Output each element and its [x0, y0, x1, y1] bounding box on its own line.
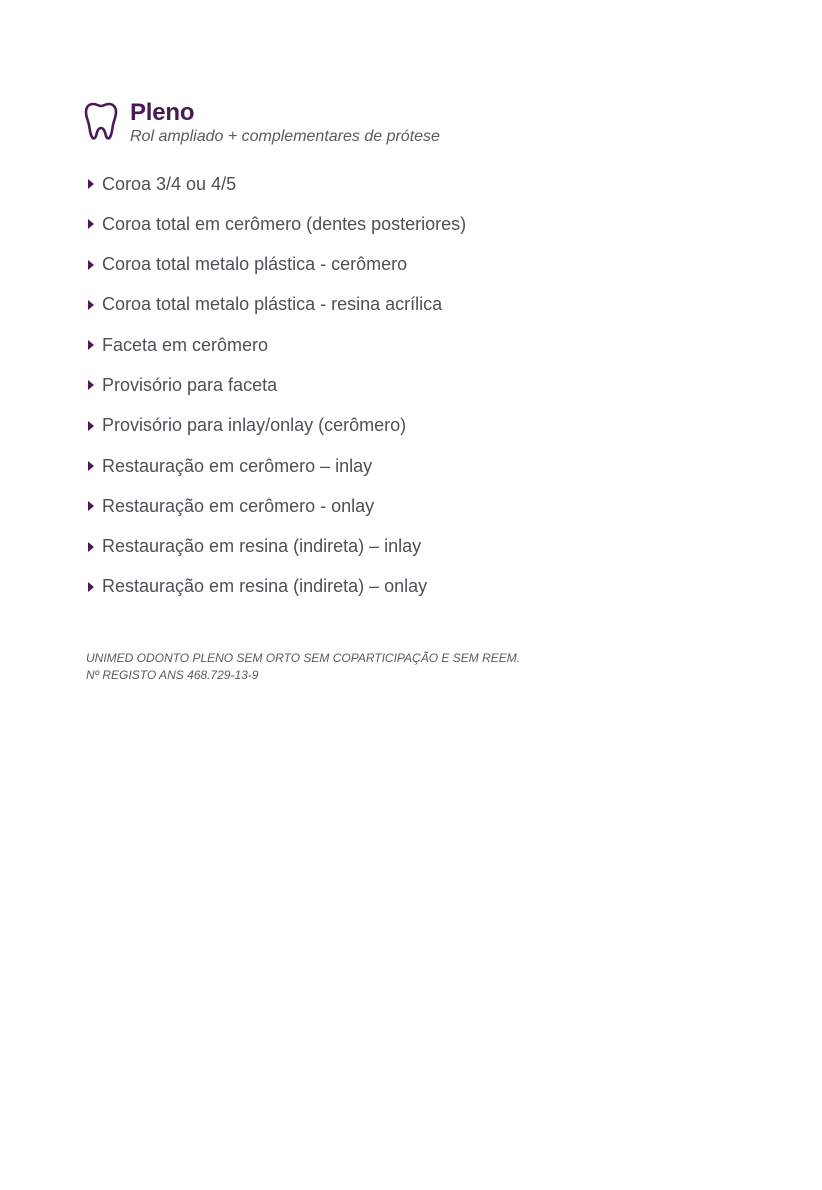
list-item: [88, 535, 466, 559]
page-subtitle: Rol ampliado + complementares de prótese: [130, 128, 440, 145]
plan-footer: [86, 650, 520, 684]
triangle-bullet-icon: [88, 340, 94, 350]
list-item-label: Restauração em resina (indireta) – onlay: [102, 576, 428, 597]
list-item-label: Coroa 3/4 ou 4/5: [102, 173, 237, 194]
triangle-bullet-icon: [88, 421, 94, 431]
list-item: [88, 333, 466, 357]
list-item: [88, 212, 466, 236]
list-item: [88, 575, 466, 599]
triangle-bullet-icon: [88, 582, 94, 592]
section-header: [84, 100, 440, 147]
plan-name: UNIMED ODONTO PLENO SEM ORTO SEM COPARTICIPAÇÃO E SEM REEM.: [86, 651, 521, 665]
list-item-label: Provisório para inlay/onlay (cerômero): [102, 415, 407, 436]
triangle-bullet-icon: [88, 501, 94, 511]
header-text: [130, 100, 440, 147]
list-item-label: Restauração em cerômero – inlay: [102, 455, 373, 476]
list-item-label: Restauração em cerômero - onlay: [102, 495, 375, 516]
procedure-list: [88, 172, 466, 615]
list-item-label: Faceta em cerômero: [102, 334, 269, 355]
list-item: [88, 454, 466, 478]
list-item-label: Coroa total metalo plástica - resina acrílica: [102, 294, 443, 315]
triangle-bullet-icon: [88, 300, 94, 310]
list-item-label: Coroa total metalo plástica - cerômero: [102, 254, 408, 275]
triangle-bullet-icon: [88, 260, 94, 270]
triangle-bullet-icon: [88, 380, 94, 390]
list-item-label: Restauração em resina (indireta) – inlay: [102, 536, 422, 557]
list-item-label: Provisório para faceta: [102, 374, 278, 395]
list-item: [88, 373, 466, 397]
list-item: [88, 253, 466, 277]
tooth-icon: [84, 101, 118, 141]
list-item: [88, 494, 466, 518]
triangle-bullet-icon: [88, 542, 94, 552]
list-item: [88, 414, 466, 438]
list-item-label: Coroa total em cerômero (dentes posteriores): [102, 213, 467, 234]
list-item: [88, 293, 466, 317]
page-title: Pleno: [130, 99, 195, 126]
triangle-bullet-icon: [88, 219, 94, 229]
triangle-bullet-icon: [88, 461, 94, 471]
triangle-bullet-icon: [88, 179, 94, 189]
ans-registration: Nº REGISTO ANS 468.729-13-9: [86, 668, 259, 682]
list-item: [88, 172, 466, 196]
